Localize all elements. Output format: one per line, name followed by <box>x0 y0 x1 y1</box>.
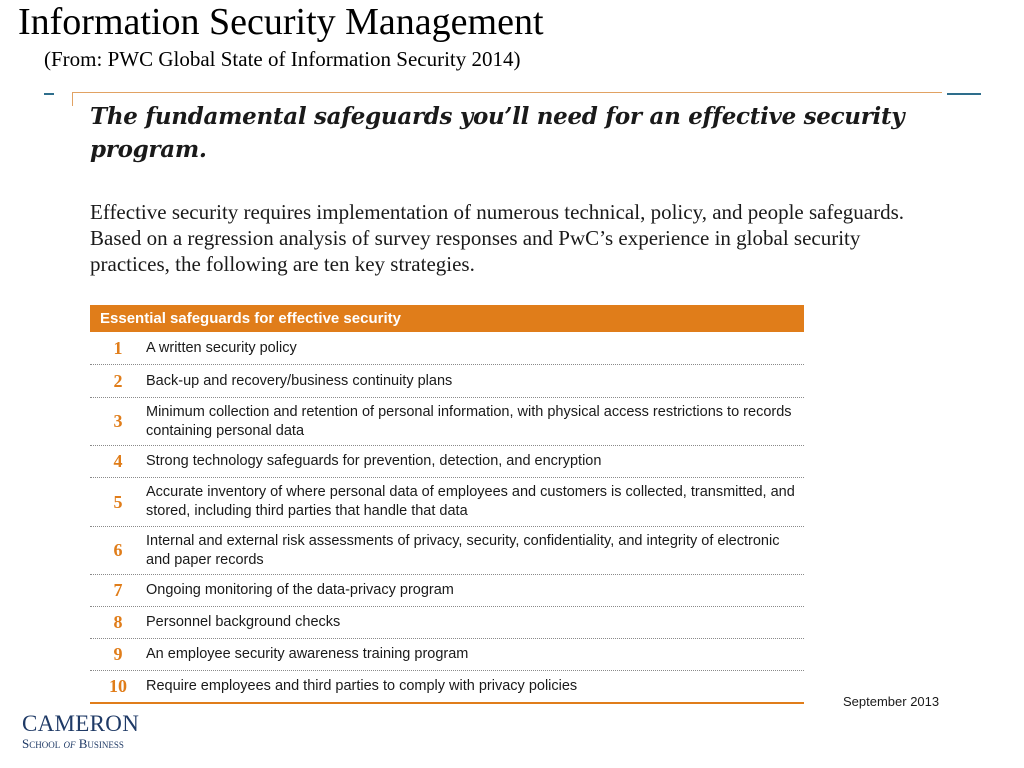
row-number: 7 <box>113 580 123 600</box>
row-number: 4 <box>113 451 123 471</box>
accent-rule-left <box>44 93 54 95</box>
table-row <box>90 671 804 704</box>
row-number: 9 <box>113 644 123 664</box>
logo-wordmark: CAMERON <box>22 711 140 736</box>
logo-sub-of: of <box>63 736 76 751</box>
table-row <box>90 527 804 575</box>
table-row <box>90 607 804 639</box>
row-number: 8 <box>113 612 123 632</box>
row-text: A written security policy <box>146 339 297 356</box>
row-number: 5 <box>113 491 123 512</box>
row-number: 1 <box>113 337 123 358</box>
row-number: 10 <box>109 676 127 696</box>
row-text: Strong technology safeguards for prevention, detection, and encryption <box>146 453 602 469</box>
slide-title: Information Security Management <box>18 1 544 43</box>
accent-rule-right <box>947 93 981 95</box>
panel-border-top <box>72 92 942 93</box>
source-date: September 2013 <box>843 694 940 709</box>
row-text: An employee security awareness training program <box>146 646 469 662</box>
panel-border-left <box>72 92 73 106</box>
cameron-school-logo <box>22 712 139 752</box>
panel-heading: The fundamental safeguards you’ll need for an effective security program. <box>90 103 905 163</box>
row-text: Personnel background checks <box>146 614 341 630</box>
row-number: 3 <box>113 411 123 431</box>
row-number: 6 <box>113 540 123 560</box>
safeguards-table-header: Essential safeguards for effective security <box>90 305 804 332</box>
table-row <box>90 365 804 398</box>
panel-intro: Effective security requires implementation of numerous technical, policy, and people safeguards. Based on a regression analysis of survey responses and PwC’s experience in global security practices, the following are ten key strategies. <box>90 200 905 276</box>
table-row <box>90 446 804 478</box>
row-number: 2 <box>113 370 123 391</box>
table-row <box>90 575 804 607</box>
safeguards-table <box>90 332 804 704</box>
logo-subline <box>22 736 139 752</box>
row-text: Ongoing monitoring of the data-privacy program <box>146 582 454 598</box>
row-text: Internal and external risk assessments of privacy, security, confidentiality, and integrity of electronic and paper records <box>146 532 780 568</box>
logo-sub-prefix: School <box>22 736 61 751</box>
table-row <box>90 332 804 365</box>
row-text: Require employees and third parties to comply with privacy policies <box>146 678 578 694</box>
table-row <box>90 478 804 527</box>
slide-subtitle: (From: PWC Global State of Information Security 2014) <box>44 47 521 71</box>
row-text: Back-up and recovery/business continuity plans <box>146 372 453 389</box>
table-row <box>90 398 804 446</box>
row-text: Minimum collection and retention of personal information, with physical access restrictions to records containing personal data <box>146 403 792 439</box>
logo-sub-suffix: Business <box>78 736 124 751</box>
row-text: Accurate inventory of where personal data of employees and customers is collected, transmitted, and stored, including third parties that handle that data <box>146 484 795 519</box>
table-row <box>90 639 804 671</box>
